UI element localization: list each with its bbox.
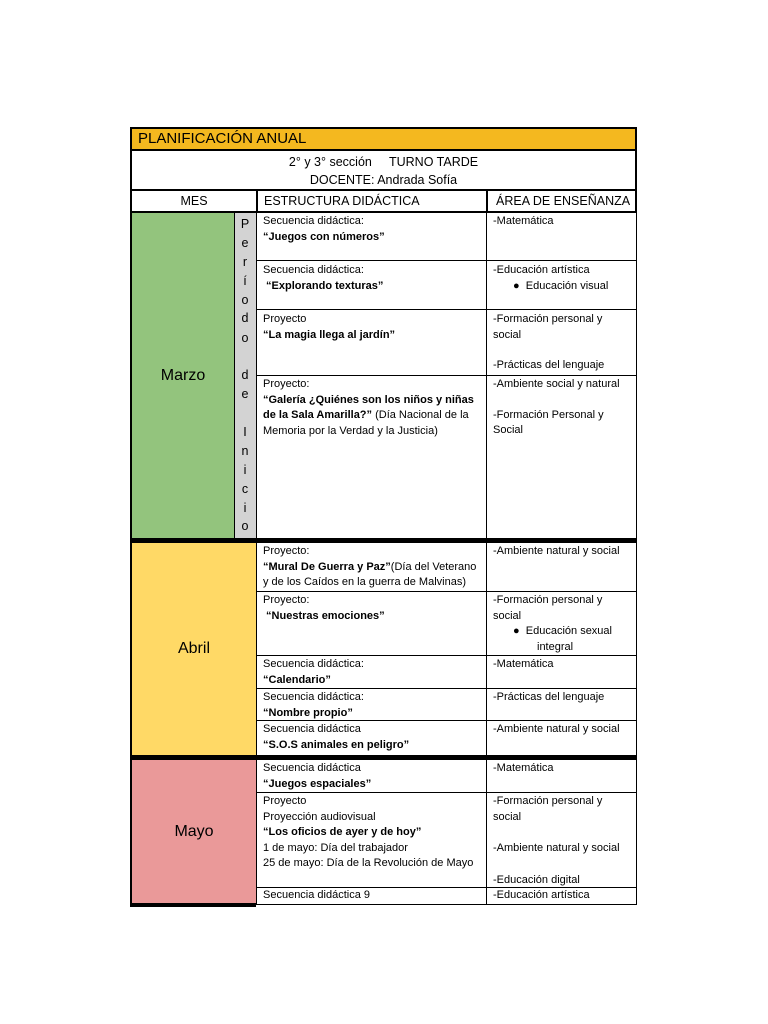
activity-title: “S.O.S animales en peligro” [263,738,410,751]
cell-text: -Formación Personal y [493,408,604,421]
month-label: Marzo [160,366,206,384]
area-cell [486,376,637,538]
activity-title: “Galería ¿Quiénes son los niños y niñas [263,393,474,406]
periodo-letter: n [241,444,249,458]
cell-text: -Educación artística [493,264,590,276]
periodo-letter: í [243,274,247,288]
cell-text: Secuencia didáctica: [263,264,364,276]
cell-text: -Ambiente natural y social [493,723,620,735]
area-cell [486,310,637,376]
table-bottom-edge [130,903,256,907]
periodo-letter: o [241,293,249,307]
bullet-text: Educación visual [525,279,609,292]
cell-text: -Ambiente natural y social [493,842,620,854]
estructura-cell [256,543,486,592]
estructura-cell [256,310,486,376]
activity-title: “Explorando texturas” [263,279,384,292]
estructura-cell [256,376,486,538]
estructura-cell [256,213,486,261]
estructura-cell [256,656,486,689]
cell-text: social [493,810,522,823]
month-marzo [130,213,234,538]
header-estructura: ESTRUCTURA DIDÁCTICA [256,191,486,213]
activity-title: “Nuestras emociones” [263,609,385,622]
cell-text: -Ambiente social y natural [493,378,620,390]
cell-text: Secuencia didáctica: [263,658,364,670]
cell-text: Proyecto [263,795,307,807]
activity-title: “Calendario” [263,673,331,686]
periodo-letter: r [242,255,248,269]
bullet-item: ● Educación visual [513,279,609,292]
cell-text: Secuencia didáctica 9 [263,889,371,901]
bullet-text: integral [537,640,574,653]
activity-title: de la Sala Amarilla?” [263,409,373,421]
cell-text: Secuencia didáctica: [263,691,364,703]
cell-text: -Matemática [493,658,554,670]
cell-text: Proyecto: [263,594,310,606]
periodo-letter: o [241,331,249,345]
area-cell [486,721,637,755]
section-shift-line: 2° y 3° sección TURNO TARDE [288,155,479,169]
cell-text: social [493,328,522,341]
activity-title: “Mural De Guerra y Paz” [263,560,391,573]
area-cell [486,689,637,721]
month-abril [130,543,256,755]
periodo-letter: i [243,501,247,515]
area-cell [486,213,637,261]
month-mayo [130,760,256,903]
cell-text [263,560,480,576]
cell-text: Proyección audiovisual [263,810,376,823]
cell-text: (Día del Veterano [390,560,477,573]
estructura-cell [256,689,486,721]
estructura-cell [256,261,486,310]
estructura-cell [256,760,486,793]
cell-text: Social [493,424,523,436]
cell-text [263,408,480,424]
periodo-letter: e [241,387,249,401]
cell-text: -Matemática [493,215,554,227]
cell-text: (Día Nacional de la [372,409,469,421]
cell-text: 25 de mayo: Día de la Revolución de Mayo [263,857,474,869]
activity-title: “Nombre propio” [263,706,353,719]
periodo-letter: o [241,519,249,533]
periodo-letter: i [243,463,247,477]
cell-text: Memoria por la Verdad y la Justicia) [263,424,438,437]
estructura-cell [256,592,486,656]
cell-text: Secuencia didáctica: [263,215,364,227]
area-cell [486,656,637,689]
activity-title: “Juegos con números” [263,230,385,243]
activity-title: “Los oficios de ayer y de hoy” [263,826,422,838]
periodo-letter: P [240,217,250,231]
estructura-cell [256,888,486,905]
area-cell [486,793,637,888]
cell-text: Proyecto: [263,378,310,390]
cell-text: -Ambiente natural y social [493,545,620,557]
bullet-text: Educación sexual [525,625,612,637]
area-cell [486,888,637,905]
month-label: Mayo [174,822,214,840]
periodo-letter: e [241,236,249,250]
bullet-item: ● Educación sexual [513,625,612,637]
cell-text: -Formación personal y [493,313,603,325]
area-cell [486,592,637,656]
cell-text: 1 de mayo: Día del trabajador [263,841,408,854]
teacher-line: DOCENTE: Andrada Sofía [309,173,458,187]
activity-title: “La magia llega al jardín” [263,328,396,341]
cell-text: -Educación artística [493,889,590,901]
cell-text: Proyecto: [263,545,310,557]
area-cell [486,760,637,793]
month-label: Abril [177,640,210,657]
cell-text: -Prácticas del lenguaje [493,691,605,703]
cell-text: Secuencia didáctica [263,762,361,774]
periodo-letter: I [243,425,247,439]
subheader [130,151,637,191]
cell-text: -Formación personal y [493,795,603,807]
cell-text: Secuencia didáctica [263,723,361,735]
header-mes: MES [130,191,256,213]
cell-text: Proyecto [263,313,307,325]
periodo-de-inicio [234,213,256,538]
periodo-letter: d [241,368,249,382]
cell-text: y de los Caídos en la guerra de Malvinas) [263,576,466,588]
cell-text: -Educación digital [493,873,580,886]
area-cell [486,543,637,592]
cell-text: -Matemática [493,762,554,774]
cell-text: -Formación personal y [493,594,603,606]
header-area: ÁREA DE ENSEÑANZA [486,191,637,213]
cell-text: -Prácticas del lenguaje [493,359,605,371]
cell-text: social [493,609,522,622]
periodo-letter: c [241,482,249,496]
activity-title: “Juegos espaciales” [263,777,372,790]
estructura-cell [256,721,486,755]
area-cell [486,261,637,310]
estructura-cell [256,793,486,888]
document-title: PLANIFICACIÓN ANUAL [130,127,637,151]
periodo-letter: d [241,311,249,325]
